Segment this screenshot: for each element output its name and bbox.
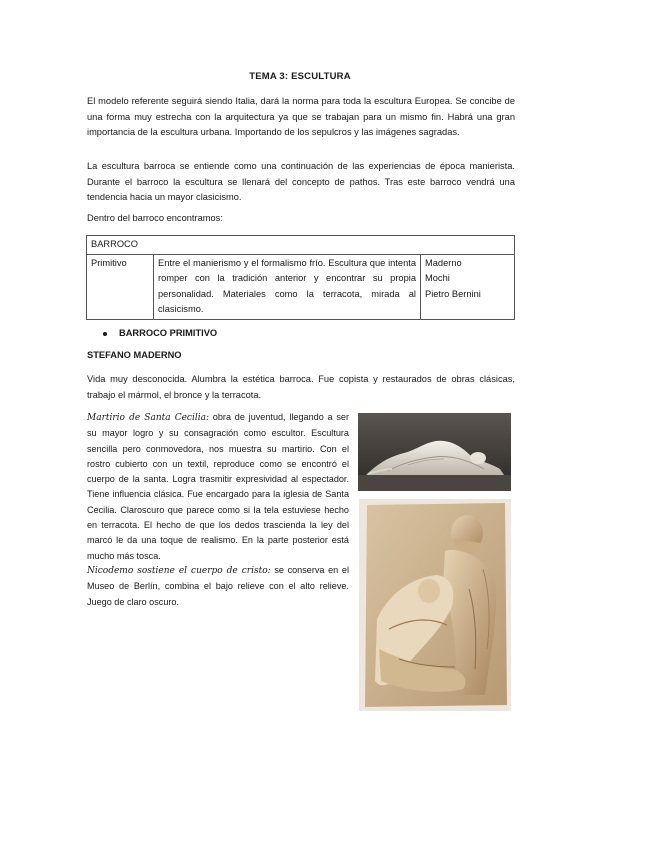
work-title: Nicodemo sostiene el cuerpo de cristo: <box>87 566 271 576</box>
artist-intro-paragraph: Vida muy desconocida. Alumbra la estética barroca. Fue copista y restaurados de obras clásicas, trabajo el mármol, el bronce y la terracota. <box>87 374 515 400</box>
table-cell-description: Entre el manierismo y el formalismo frío. Escultura que intenta romper con la tradición anterior y encontrar su propia personalidad. Materiales como la terracota, mirada al clasicismo. <box>154 254 421 319</box>
artist-heading: STEFANO MADERNO <box>87 350 182 360</box>
intro-paragraph: El modelo referente seguirá siendo Italia, dará la norma para toda la escultura Europea. Se concibe de una forma muy estrecha con la arquitectura ya que se trabajan para un mismo fin. Habrá una gran importancia de la escultura urbana. Importando de los sepulcros y las imágenes sagradas. <box>87 96 515 137</box>
artist-name: Maderno <box>425 257 462 268</box>
bullet-item <box>103 328 217 338</box>
barroca-paragraph: La escultura barroca se entiende como una continuación de las experiencias de época manierista. Durante el barroco la escultura se llenará del concepto de pathos. Tras este barroco vendrá una tendencia hacia un mayor clasicismo. <box>87 161 515 202</box>
artist-name: Mochi <box>425 273 450 283</box>
nicodemo-image <box>359 499 511 711</box>
work-paragraph-cecilia <box>87 410 349 564</box>
page-title: TEMA 3: ESCULTURA <box>249 71 351 82</box>
work-text: obra de juventud, llegando a ser su mayor logro y su consagración como escultor. Escultura sencilla pero conmovedora, nos muestra su martirio. Con el rostro cubierto con un textil, reproduce como se encontró el cuerpo de la santa. Logra trasmitir expresividad al espectador. Tiene influencia clásica. Fue encargado para la iglesia de Santa Cecilia. Claroscuro que parece como si la tela estuviese hecho en terracota. El hecho de que los dedos trascienda la ley del marcó le da una toque de realismo. En la parte posterior está mucho más tosca. <box>87 412 349 561</box>
work-text: se conserva en el Museo de Berlín, combina el bajo relieve con el alto relieve. Juego de claro oscuro. <box>87 565 349 607</box>
santa-cecilia-image <box>358 413 511 491</box>
work-paragraph-nicodemo <box>87 563 349 610</box>
table-row <box>87 254 515 319</box>
dentro-paragraph: Dentro del barroco encontramos: <box>87 213 223 223</box>
bullet-icon <box>103 332 107 336</box>
barroco-table <box>86 235 515 320</box>
artist-name: Pietro Bernini <box>425 288 481 299</box>
work-title: Martirio de Santa Cecilia: <box>87 413 210 423</box>
table-header: BARROCO <box>87 236 515 255</box>
bullet-label: BARROCO PRIMITIVO <box>119 328 218 338</box>
table-cell-period: Primitivo <box>87 254 154 319</box>
table-cell-artists <box>421 254 515 319</box>
